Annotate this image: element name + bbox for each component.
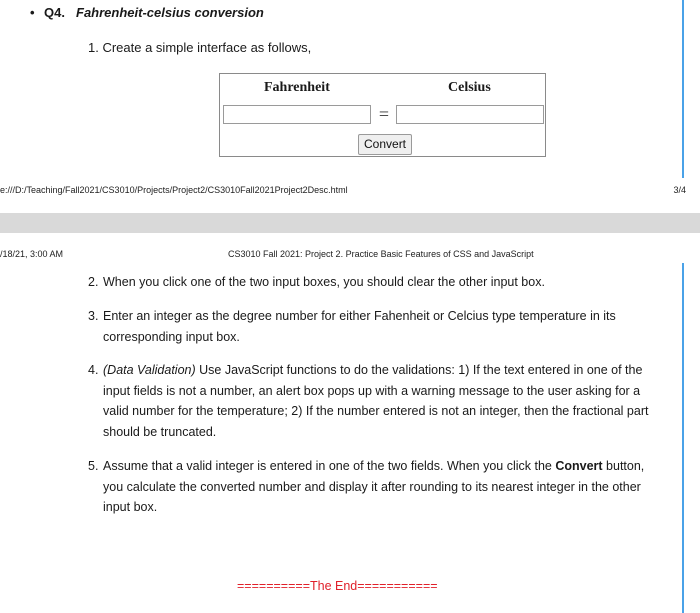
question-title: Fahrenheit-celsius conversion: [76, 5, 264, 20]
item-text-b: button, you calculate the converted number and display it after rounding to its nearest integer in the other input box.: [103, 459, 645, 514]
instruction-1: 1. Create a simple interface as follows,: [88, 40, 312, 55]
instruction-3: [88, 306, 653, 347]
item-number: 2.: [88, 275, 99, 289]
item-text: Use JavaScript functions to do the validations: 1) If the text entered in one of the input fields is not a number, an alert box pops up with a warning message to the user asking for a valid number for the temperature; 2) If the number entered is not an integer, then the fractional part should be truncated.: [103, 363, 649, 439]
instruction-2: [88, 272, 653, 293]
celsius-input[interactable]: [396, 105, 544, 124]
celsius-label: Celsius: [448, 80, 491, 95]
fahrenheit-label: Fahrenheit: [264, 80, 330, 95]
print-header-title: CS3010 Fall 2021: Project 2. Practice Basic Features of CSS and JavaScript: [228, 249, 534, 259]
instruction-4: [88, 360, 653, 442]
print-footer-path: e:///D:/Teaching/Fall2021/CS3010/Projects/Project2/CS3010Fall2021Project2Desc.html: [0, 185, 348, 195]
item-text-block: [103, 360, 653, 442]
item-number: 5.: [88, 459, 99, 473]
item-number: 3.: [88, 309, 99, 323]
print-footer-page-number: 3/4: [673, 185, 686, 195]
print-header-date: /18/21, 3:00 AM: [0, 249, 64, 259]
margin-marker-bottom: [682, 263, 684, 613]
item-text: When you click one of the two input boxes, you should clear the other input box.: [103, 275, 545, 289]
fahrenheit-input[interactable]: [223, 105, 371, 124]
item-text: Enter an integer as the degree number for either Fahenheit or Celcius type temperature in its corresponding input box.: [103, 309, 616, 344]
item-text-a: Assume that a valid integer is entered in one of the two fields. When you click the: [103, 459, 556, 473]
bullet: •: [30, 5, 35, 20]
item-text-block: [103, 456, 653, 518]
page-separator: [0, 213, 700, 233]
data-validation-lead: (Data Validation): [103, 363, 196, 377]
item-number: 4.: [88, 363, 99, 377]
question-number: Q4.: [44, 5, 65, 20]
instruction-5: [88, 456, 653, 518]
margin-marker-top: [682, 0, 684, 178]
convert-keyword: Convert: [555, 459, 603, 473]
convert-button[interactable]: Convert: [358, 134, 412, 155]
converter-form: [219, 73, 546, 157]
equals-sign: =: [378, 104, 390, 124]
the-end-marker: ==========The End===========: [237, 579, 438, 593]
